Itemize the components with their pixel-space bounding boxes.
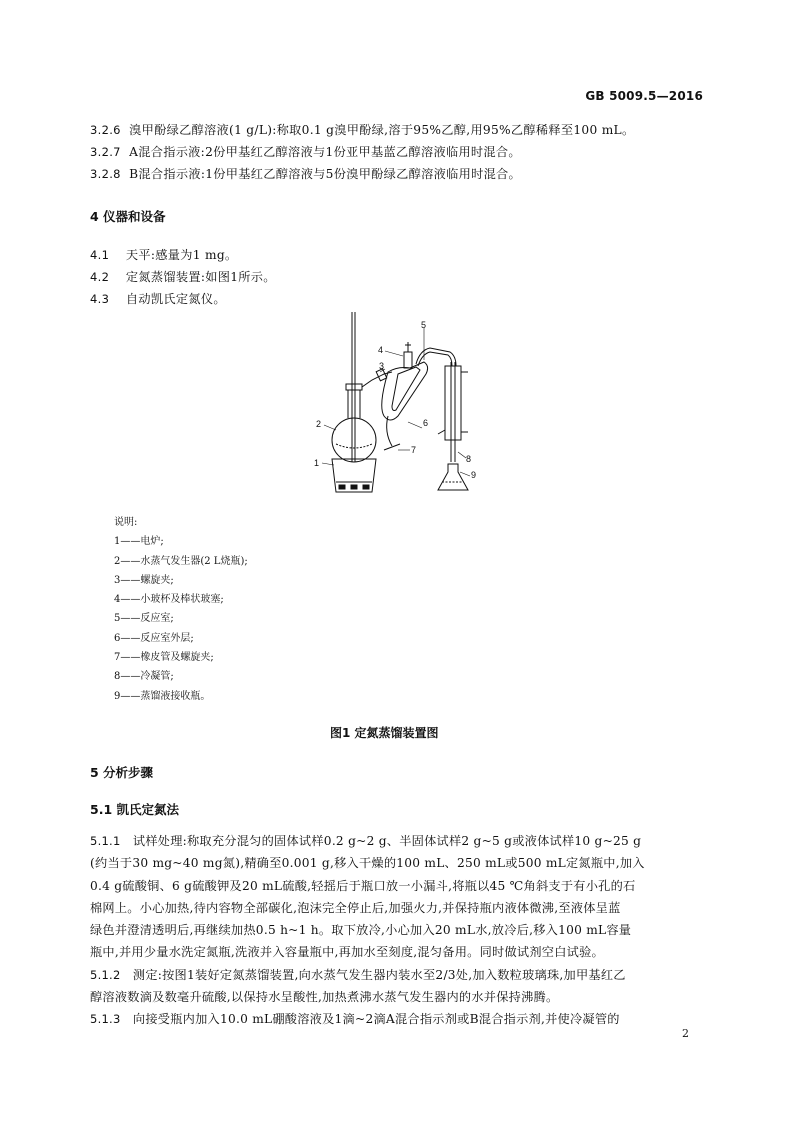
reagent-3-2-7 [90,143,521,160]
paragraph-5-1-3 [90,1008,620,1030]
paragraph-line: 0.4 g硫酸铜、6 g硫酸钾及20 mL硫酸,轻摇后于瓶口放一小漏斗,将瓶以45 ℃角斜支于有小孔的石 [90,878,636,893]
label-3: 3 [379,361,385,371]
legend-item: 4——小玻杯及棒状玻塞; [114,594,224,606]
clause-text: B混合指示液:1份甲基红乙醇溶液与5份溴甲酚绿乙醇溶液临用时混合。 [129,167,522,181]
label-7: 7 [411,445,417,455]
label-8: 8 [466,454,472,464]
clause-number: 5.1.1 [90,834,121,848]
paragraph-line: 瓶中,并用少量水洗定氮瓶,洗液并入容量瓶中,再加水至刻度,混匀备用。同时做试剂空白试验。 [90,945,604,960]
paragraph-line: (约当于30 mg~40 mg氮),精确至0.001 g,移入干燥的100 mL、250 mL或500 mL定氮瓶中,加入 [90,856,645,871]
clause-number: 3.2.7 [90,145,121,159]
legend-title: 说明: [114,517,138,528]
item-4-2 [90,268,276,285]
legend-item: 1——电炉; [114,536,164,548]
clause-number: 3.2.8 [90,167,121,181]
condenser-tube [445,366,461,440]
clause-number: 3.2.6 [90,123,121,137]
steam-generator-flask [332,418,376,462]
legend-item: 8——冷凝管; [114,671,174,683]
clause-number: 5.1.3 [90,1012,121,1026]
reaction-chamber-outer [382,362,428,420]
paragraph-line: 测定:按图1装好定氮蒸馏装置,向水蒸气发生器内装水至2/3处,加入数粒玻璃珠,加甲基红乙 [132,968,626,982]
paragraph-line: 向接受瓶内加入10.0 mL硼酸溶液及1滴~2滴A混合指示剂或B混合指示剂,并使冷凝管的 [132,1012,620,1026]
figure-caption: 图1 定氮蒸馏装置图 [330,726,439,740]
item-4-3 [90,290,226,307]
label-1: 1 [314,458,320,468]
receiving-flask [438,464,468,490]
reagent-3-2-8 [90,165,521,182]
clause-text: 定氮蒸馏装置:如图1所示。 [125,270,276,284]
legend-item: 7——橡皮管及螺旋夹; [114,652,214,664]
clause-text: 天平:感量为1 mg。 [125,248,238,262]
reagent-3-2-6 [90,121,634,138]
clause-number: 4.1 [90,248,110,262]
label-2: 2 [316,419,322,429]
paragraph-5-1-1 [90,830,645,964]
legend-item: 3——螺旋夹; [114,574,174,586]
section-heading-4: 4 仪器和设备 [90,209,166,224]
label-9: 9 [471,470,477,480]
clause-number: 4.3 [90,292,110,306]
legend-item: 2——水蒸气发生器(2 L烧瓶); [114,555,248,567]
paragraph-5-1-2 [90,964,626,1009]
clause-number: 5.1.2 [90,968,121,982]
clause-text: 溴甲酚绿乙醇溶液(1 g/L):称取0.1 g溴甲酚绿,溶于95%乙醇,用95%乙醇稀释至100 mL。 [129,123,635,137]
section-heading-5: 5 分析步骤 [90,765,154,780]
paragraph-line: 绿色并澄清透明后,再继续加热0.5 h~1 h。取下放冷,小心加入20 mL水,放冷后,移入100 mL容量 [90,923,632,938]
legend-item: 6——反应室外层; [114,632,194,644]
label-6: 6 [423,418,429,428]
clause-text: A混合指示液:2份甲基红乙醇溶液与1份亚甲基蓝乙醇溶液临用时混合。 [129,145,521,159]
paragraph-line: 醇溶液数滴及数毫升硫酸,以保持水呈酸性,加热煮沸水蒸气发生器内的水并保持沸腾。 [90,990,559,1005]
label-4: 4 [378,345,384,355]
legend-item: 9——蒸馏液接收瓶。 [114,690,211,702]
legend-item: 5——反应室; [114,613,174,625]
clause-number: 4.2 [90,270,110,284]
distillation-apparatus-diagram [312,312,482,504]
standard-number: GB 5009.5—2016 [585,89,703,103]
clause-text: 自动凯氏定氮仪。 [125,292,226,306]
figure-legend [114,513,248,706]
paragraph-line: 棉网上。小心加热,待内容物全部碳化,泡沫完全停止后,加强火力,并保持瓶内液体微沸,至液体呈蓝 [90,900,621,915]
paragraph-line: 试样处理:称取充分混匀的固体试样0.2 g~2 g、半固体试样2 g~5 g或液体试样10 g~25 g [132,834,642,848]
label-5: 5 [421,320,427,330]
subsection-heading-5-1: 5.1 凯氏定氮法 [90,802,179,817]
page-number: 2 [682,1027,689,1040]
item-4-1 [90,246,237,263]
